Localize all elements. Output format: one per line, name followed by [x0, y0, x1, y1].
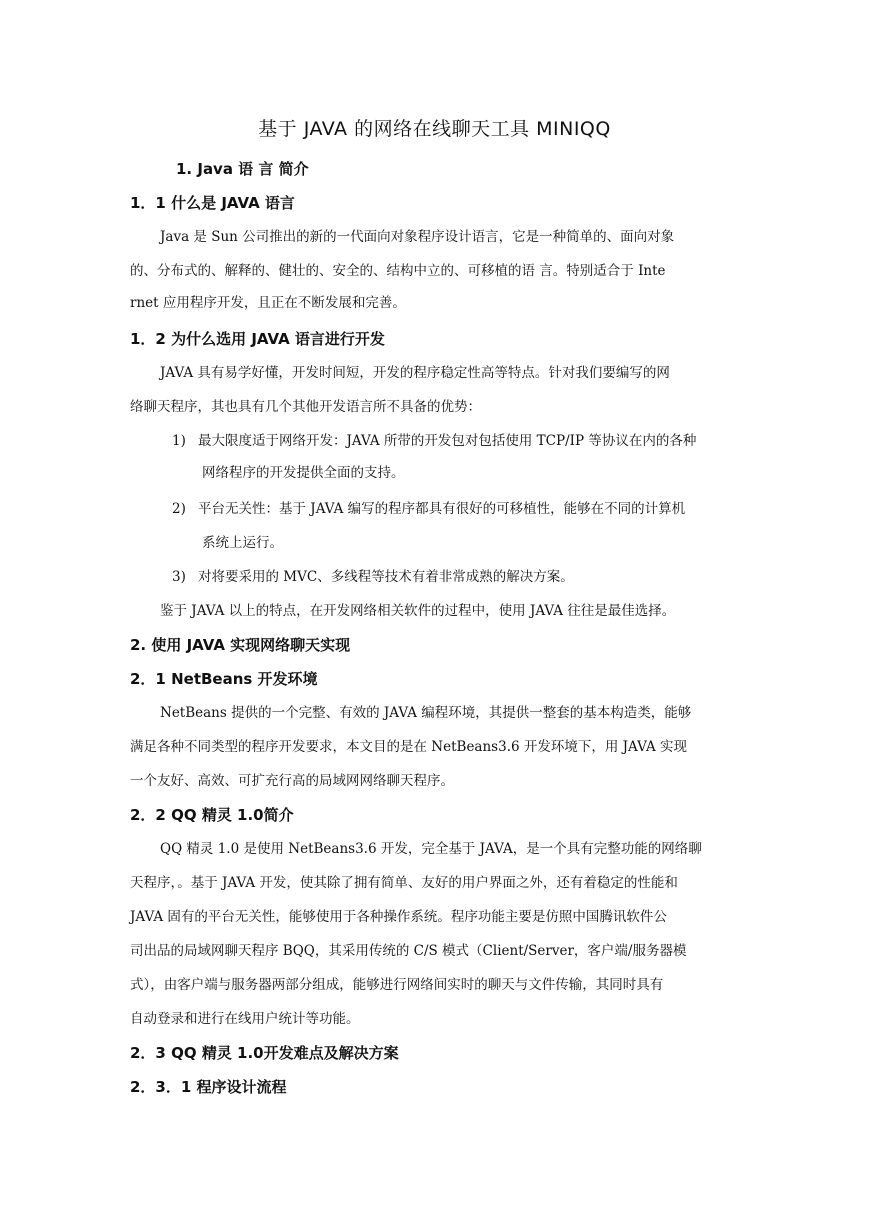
paragraph-line: 司出品的局域网聊天程序 BQQ，其采用传统的 C/S 模式（Client/Server，客户端/服务器模	[130, 943, 687, 959]
paragraph-line: JAVA 固有的平台无关性，能够使用于各种操作系统。程序功能主要是仿照中国腾讯软件公	[130, 909, 667, 925]
section-2-2-heading: 2．2 QQ 精灵 1.0简介	[130, 806, 294, 824]
paragraph-line: 络聊天程序，其也具有几个其他开发语言所不具备的优势：	[130, 399, 481, 415]
list-item-number: 2)	[172, 501, 186, 517]
paragraph-line: 满足各种不同类型的程序开发要求，本文目的是在 NetBeans3.6 开发环境下，用 JAVA 实现	[130, 739, 688, 755]
paragraph-line: 式），由客户端与服务器两部分组成，能够进行网络间实时的聊天与文件传输，其同时具有	[130, 977, 664, 993]
list-item-continuation: 网络程序的开发提供全面的支持。	[202, 465, 405, 481]
paragraph-line: Java 是 Sun 公司推出的新的一代面向对象程序设计语言，它是一种简单的、面向对象	[160, 229, 675, 245]
section-2-heading: 2. 使用 JAVA 实现网络聊天实现	[130, 636, 351, 654]
list-item-text: 平台无关性：基于 JAVA 编写的程序都具有很好的可移植性，能够在不同的计算机	[198, 501, 686, 517]
paragraph-line: rnet 应用程序开发，且正在不断发展和完善。	[130, 295, 406, 311]
paragraph-line: 天程序，。基于 JAVA 开发，使其除了拥有简单、友好的用户界面之外，还有着稳定的性能和	[130, 875, 678, 891]
paragraph-line: JAVA 具有易学好懂，开发时间短，开发的程序稳定性高等特点。针对我们要编写的网	[160, 365, 670, 381]
section-1-1-heading: 1．1 什么是 JAVA 语言	[130, 194, 295, 212]
paragraph-line: QQ 精灵 1.0 是使用 NetBeans3.6 开发，完全基于 JAVA，是一个具有完整功能的网络聊	[160, 841, 702, 857]
list-item-continuation: 系统上运行。	[202, 535, 283, 551]
paragraph-line: NetBeans 提供的一个完整、有效的 JAVA 编程环境，其提供一整套的基本构造类，能够	[160, 705, 692, 721]
paragraph-line: 的、分布式的、解释的、健壮的、安全的、结构中立的、可移植的语 言。特别适合于 Inte	[130, 263, 666, 279]
paragraph-line: 自动登录和进行在线用户统计等功能。	[130, 1011, 360, 1027]
section-2-3-1-heading: 2．3．1 程序设计流程	[130, 1078, 287, 1096]
list-item-number: 3)	[172, 569, 186, 585]
list-item	[172, 498, 685, 520]
document-title: 基于 JAVA 的网络在线聊天工具 MINIQQ	[258, 118, 611, 140]
list-item	[172, 566, 574, 588]
conclusion-line: 鉴于 JAVA 以上的特点，在开发网络相关软件的过程中，使用 JAVA 往往是最佳选择。	[160, 603, 676, 619]
paragraph-line: 一个友好、高效、可扩充行高的局域网网络聊天程序。	[130, 773, 454, 789]
section-2-1-heading: 2．1 NetBeans 开发环境	[130, 670, 318, 688]
section-2-3-heading: 2．3 QQ 精灵 1.0开发难点及解决方案	[130, 1044, 399, 1062]
list-item	[172, 430, 696, 452]
section-1-2-heading: 1．2 为什么选用 JAVA 语言进行开发	[130, 330, 385, 348]
section-1-heading: 1. Java 语 言 简介	[176, 160, 309, 178]
list-item-text: 最大限度适于网络开发：JAVA 所带的开发包对包括使用 TCP/IP 等协议在内的各种	[198, 433, 697, 449]
list-item-number: 1)	[172, 433, 186, 449]
list-item-text: 对将要采用的 MVC、多线程等技术有着非常成熟的解决方案。	[198, 569, 574, 585]
